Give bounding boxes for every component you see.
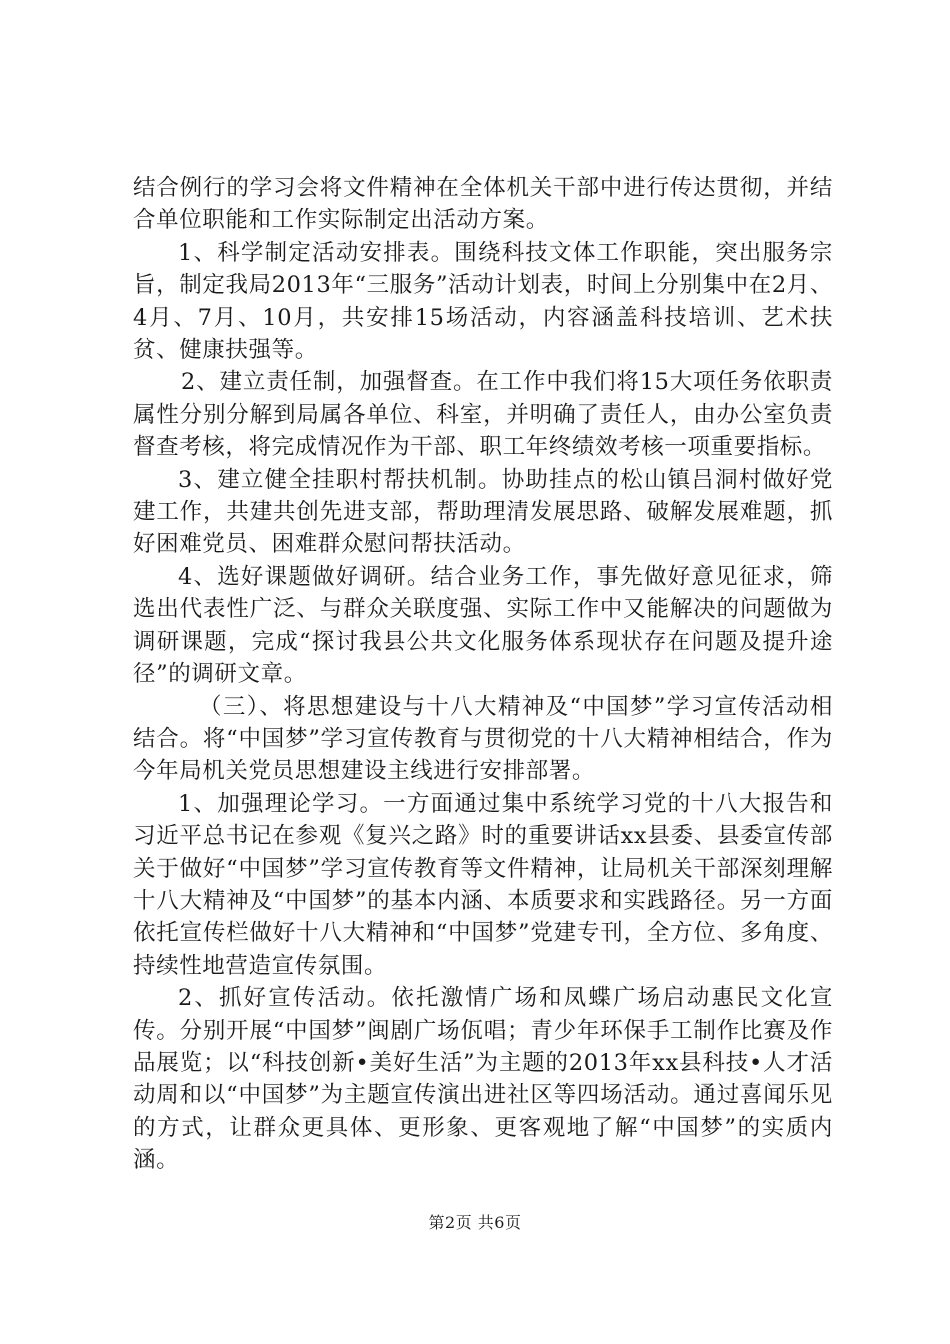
paragraph-responsibility-system: 2、建立责任制，加强督查。在工作中我们将15大项任务依职责属性分别分解到局属各单位、科室，并明确了责任人，由办公室负责督查考核，将完成情况作为干部、职工年终绩效考核一项重要指标。 <box>133 369 833 461</box>
page-number-footer: 第2页 共6页 <box>428 1213 522 1232</box>
paragraph-theory-study: 1、加强理论学习。一方面通过集中系统学习党的十八大报告和习近平总书记在参观《复兴之路》时的重要讲话xx县委、县委宣传部关于做好“中国梦”学习宣传教育等文件精神，让局机关干部深刻理解十八大精神及“中国梦”的基本内涵、本质要求和实践路径。另一方面依托宣传栏做好十八大精神和“中国梦”党建专刊，全方位、多角度、持续性地营造宣传氛围。 <box>133 790 833 979</box>
paragraph-continuation: 结合例行的学习会将文件精神在全体机关干部中进行传达贯彻，并结合单位职能和工作实际制定出活动方案。 <box>133 175 833 234</box>
paragraph-publicity-activities: 2、抓好宣传活动。依托激情广场和凤蝶广场启动惠民文化宣传。分别开展“中国梦”闽剧广场佤唱；青少年环保手工制作比赛及作品展览；以“科技创新•美好生活”为主题的2013年xx县科技•人才活动周和以“中国梦”为主题宣传演出进社区等四场活动。通过喜闻乐见的方式，让群众更具体、更形象、更客观地了解“中国梦”的实质内涵。 <box>133 985 833 1174</box>
section-heading-three: （三）、将思想建设与十八大精神及“中国梦”学习宣传活动相结合。将“中国梦”学习宣传教育与贯彻党的十八大精神相结合，作为今年局机关党员思想建设主线进行安排部署。 <box>133 693 833 785</box>
paragraph-activity-schedule: 1、科学制定活动安排表。围绕科技文体工作职能，突出服务宗旨，制定我局2013年“三服务”活动计划表，时间上分别集中在2月、4月、7月、10月，共安排15场活动，内容涵盖科技培训、艺术扶贫、健康扶强等。 <box>133 239 833 364</box>
paragraph-village-assistance: 3、建立健全挂职村帮扶机制。协助挂点的松山镇吕洞村做好党建工作，共建共创先进支部，帮助理清发展思路、破解发展难题，抓好困难党员、困难群众慰问帮扶活动。 <box>133 466 833 558</box>
document-body <box>133 172 833 1177</box>
paragraph-research-topics: 4、选好课题做好调研。结合业务工作，事先做好意见征求，筛选出代表性广泛、与群众关联度强、实际工作中又能解决的问题做为调研课题，完成“探讨我县公共文化服务体系现状存在问题及提升途径”的调研文章。 <box>133 563 833 688</box>
